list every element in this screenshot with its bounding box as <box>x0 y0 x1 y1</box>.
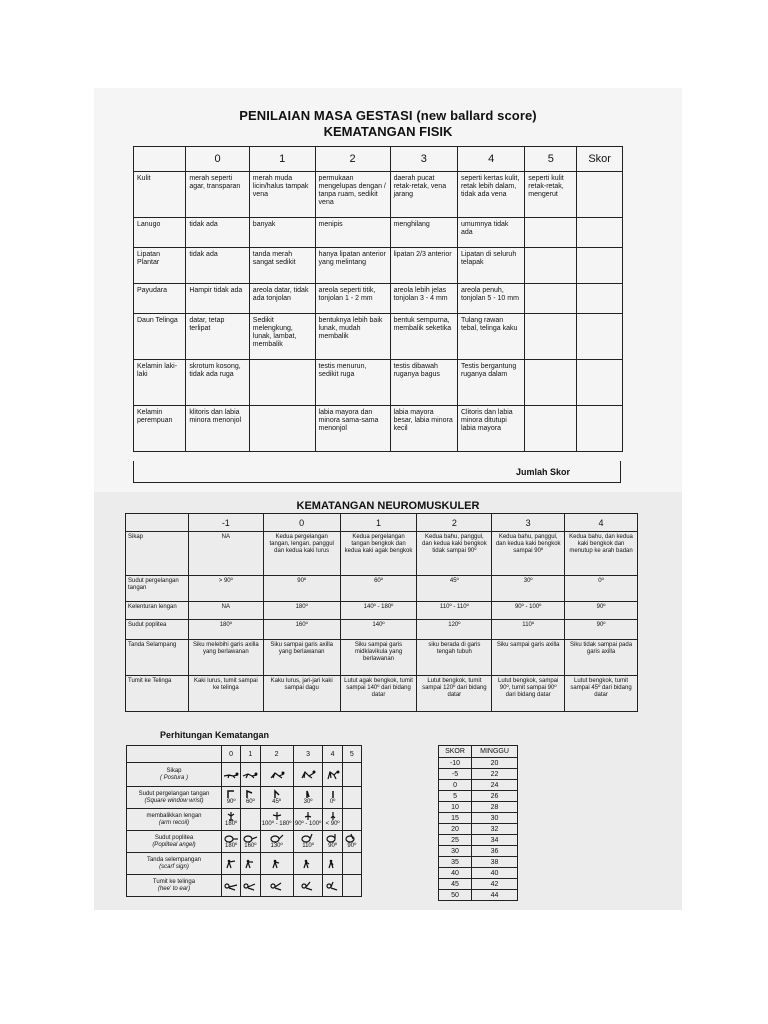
table-cell: 30º <box>492 576 565 602</box>
table-cell: Kedua pergelangan tangan bengkok dan kedua kaki agak bengkok <box>340 532 417 576</box>
table-cell <box>342 809 361 831</box>
score-cell: 0 <box>439 780 472 791</box>
table-cell <box>293 763 323 787</box>
row-label: Lipatan Plantar <box>134 248 186 284</box>
header-cell: 0 <box>222 746 241 763</box>
table-cell: 90º <box>342 831 361 853</box>
table-cell: testis dibawah ruganya bagus <box>390 360 457 406</box>
header-cell: 2 <box>315 147 390 172</box>
table-cell: Kedua bahu, panggul, dan kedua kaki bengkok sampai 90º <box>492 532 565 576</box>
row-label: Kelenturan lengan <box>126 602 189 620</box>
table-cell <box>323 875 342 897</box>
neuromuscular-table <box>125 513 638 712</box>
arm-recoil-icon <box>325 811 341 821</box>
table-cell: 90º <box>222 787 241 809</box>
table-row <box>126 576 638 602</box>
table-cell: Kedua bahu, panggul, dan kedua kaki bengkok tidak sampai 90º <box>417 532 492 576</box>
header-cell: 4 <box>457 147 524 172</box>
table-cell: banyak <box>249 218 315 248</box>
header-cell: 1 <box>249 147 315 172</box>
table-cell: 90º <box>323 831 342 853</box>
physical-maturity-table <box>133 146 623 452</box>
table-cell: bentuk sempurna, membalik seketika <box>390 314 457 360</box>
header-cell: 0 <box>263 514 340 532</box>
table-row <box>134 360 623 406</box>
table-cell: 180º <box>222 831 241 853</box>
table-cell <box>260 763 293 787</box>
table-cell <box>260 875 293 897</box>
table-row <box>439 758 518 769</box>
table-cell: 90º - 100º <box>492 602 565 620</box>
table-cell: 110º <box>492 620 565 640</box>
header-cell: 2 <box>260 746 293 763</box>
header-cell: SKOR <box>439 746 472 758</box>
table-row <box>127 809 362 831</box>
table-row <box>439 791 518 802</box>
table-header-row <box>127 746 362 763</box>
table-cell: lipatan 2/3 anterior <box>390 248 457 284</box>
table-cell: Lutut bengkok, tumit sampai 120º dari bidang datar <box>417 676 492 712</box>
table-cell: bentuknya lebih baik lunak, mudah membalik <box>315 314 390 360</box>
header-cell: 5 <box>525 147 577 172</box>
table-row <box>439 824 518 835</box>
popliteal-angle-icon <box>344 833 360 843</box>
table-row <box>439 890 518 901</box>
table-cell: merah seperti agar, transparan <box>186 172 249 218</box>
wrist-angle-icon <box>269 789 285 799</box>
header-cell: MINGGU <box>472 746 518 758</box>
scarf-sign-icon <box>325 859 341 869</box>
weeks-cell: 42 <box>472 879 518 890</box>
table-cell: Lipatan di seluruh telapak <box>457 248 524 284</box>
popliteal-angle-icon <box>325 833 341 843</box>
table-cell: tidak ada <box>186 248 249 284</box>
table-cell: 110º <box>293 831 323 853</box>
table-cell: menghilang <box>390 218 457 248</box>
physical-maturity-title: KEMATANGAN FISIK <box>323 124 453 139</box>
posture-figure-icon <box>325 770 341 780</box>
header-cell: 2 <box>417 514 492 532</box>
row-label-main: Tumit ke telinga <box>152 878 196 885</box>
table-cell <box>342 875 361 897</box>
score-cell: 25 <box>439 835 472 846</box>
row-label-main: membalikkan lengan <box>146 812 202 819</box>
table-cell: areola lebih jelas tonjolan 3 - 4 mm <box>390 284 457 314</box>
table-cell: 0º <box>565 576 638 602</box>
table-row <box>127 875 362 897</box>
table-cell: Kaku lurus, jari-jari kaki sampai dagu <box>263 676 340 712</box>
table-cell: 100º - 180º <box>260 809 293 831</box>
heel-to-ear-icon <box>223 881 239 891</box>
table-cell: testis menurun, sedikit ruga <box>315 360 390 406</box>
table-cell: 180º <box>222 809 241 831</box>
table-row <box>126 676 638 712</box>
table-cell: 30º <box>293 787 323 809</box>
table-cell: 140º <box>340 620 417 640</box>
table-cell <box>241 875 260 897</box>
table-cell: Sedikit melengkung, lunak, lambat, membalik <box>249 314 315 360</box>
wrist-angle-icon <box>300 789 316 799</box>
table-cell: labia mayora dan minora sama-sama menonjol <box>315 406 390 452</box>
table-cell <box>241 763 260 787</box>
table-cell: Lutut agak bengkok, tumit sampai 140º dari bidang datar <box>340 676 417 712</box>
row-label: Daun Telinga <box>134 314 186 360</box>
table-row <box>126 602 638 620</box>
wrist-angle-icon <box>242 789 258 799</box>
header-cell <box>127 746 222 763</box>
row-label-sub: ( Postura ) <box>159 774 188 781</box>
heel-to-ear-icon <box>300 881 316 891</box>
row-label <box>127 787 222 809</box>
score-cell: 10 <box>439 802 472 813</box>
table-cell: 0º <box>323 787 342 809</box>
row-label: Tanda Selampang <box>126 640 189 676</box>
table-row <box>134 314 623 360</box>
table-cell <box>323 853 342 875</box>
table-row <box>439 780 518 791</box>
scarf-sign-icon <box>223 859 239 869</box>
table-header-row <box>126 514 638 532</box>
header-cell <box>134 147 186 172</box>
table-row <box>127 831 362 853</box>
row-label-sub: (arm recoil) <box>158 819 190 826</box>
score-cell: -10 <box>439 758 472 769</box>
table-cell: tanda merah sangat sedikit <box>249 248 315 284</box>
weeks-cell: 40 <box>472 868 518 879</box>
score-cell: 40 <box>439 868 472 879</box>
score-cell: -5 <box>439 769 472 780</box>
table-cell <box>525 406 577 452</box>
row-label: Kelamin perempuan <box>134 406 186 452</box>
row-label-sub: (Square window wrist) <box>144 797 204 804</box>
header-cell: 3 <box>293 746 323 763</box>
table-cell <box>249 406 315 452</box>
score-cell: 30 <box>439 846 472 857</box>
table-cell: 60º <box>340 576 417 602</box>
row-label: Tumit ke Telinga <box>126 676 189 712</box>
table-cell: skrotum kosong, tidak ada ruga <box>186 360 249 406</box>
heel-to-ear-icon <box>269 881 285 891</box>
maturity-calculation-table <box>126 745 362 897</box>
row-label: Sikap <box>126 532 189 576</box>
row-label-sub: (Popliteal angel) <box>152 841 196 848</box>
wrist-angle-icon <box>223 789 239 799</box>
table-row <box>127 787 362 809</box>
table-cell <box>525 284 577 314</box>
table-cell: Hampir tidak ada <box>186 284 249 314</box>
scarf-sign-icon <box>300 859 316 869</box>
table-cell: tidak ada <box>186 218 249 248</box>
table-cell: Testis bergantung ruganya dalam <box>457 360 524 406</box>
arm-recoil-icon <box>300 811 316 821</box>
table-cell: 45º <box>417 576 492 602</box>
header-cell <box>126 514 189 532</box>
table-cell: klitoris dan labia minora menonjol <box>186 406 249 452</box>
table-cell: umumnya tidak ada <box>457 218 524 248</box>
score-cell[interactable] <box>577 314 623 360</box>
table-cell: 160º <box>241 831 260 853</box>
table-cell <box>323 763 342 787</box>
row-label-sub: (scarf sign) <box>159 863 189 870</box>
score-cell[interactable] <box>577 172 623 218</box>
table-cell: Lutut bengkok, tumit sampai 45º dari bidang datar <box>565 676 638 712</box>
header-cell: -1 <box>188 514 263 532</box>
table-cell <box>525 248 577 284</box>
table-cell: menipis <box>315 218 390 248</box>
table-row <box>439 769 518 780</box>
table-cell <box>241 853 260 875</box>
score-to-weeks-table <box>438 745 518 901</box>
table-cell: NA <box>188 602 263 620</box>
table-cell <box>293 875 323 897</box>
table-cell <box>249 360 315 406</box>
table-cell: > 90º <box>188 576 263 602</box>
row-label-main: Sudut poplitea <box>154 834 194 841</box>
table-cell: 180º <box>263 602 340 620</box>
table-cell: areola penuh, tonjolan 5 - 10 mm <box>457 284 524 314</box>
table-cell <box>525 218 577 248</box>
table-row <box>134 406 623 452</box>
score-cell[interactable] <box>577 248 623 284</box>
weeks-cell: 38 <box>472 857 518 868</box>
score-cell[interactable] <box>577 284 623 314</box>
table-cell: 90º <box>565 620 638 640</box>
table-cell: 60º <box>241 787 260 809</box>
neuromuscular-title: KEMATANGAN NEUROMUSKULER <box>296 500 480 512</box>
popliteal-angle-icon <box>223 833 239 843</box>
table-cell <box>241 809 260 831</box>
table-cell: 90º - 100º <box>293 809 323 831</box>
table-row <box>126 640 638 676</box>
table-cell: Siku sampai garis midklavikula yang berlawanan <box>340 640 417 676</box>
row-label <box>127 875 222 897</box>
arm-recoil-icon <box>223 811 239 821</box>
table-cell: 130º <box>260 831 293 853</box>
table-cell: 90º <box>263 576 340 602</box>
header-cell: 3 <box>390 147 457 172</box>
table-cell <box>293 853 323 875</box>
row-label-main: Tanda selempangan <box>146 856 202 863</box>
table-row <box>134 248 623 284</box>
table-header-row <box>134 147 623 172</box>
table-cell: hanya lipatan anterior yang melintang <box>315 248 390 284</box>
table-cell: Clitoris dan labia minora ditutupi labia mayora <box>457 406 524 452</box>
table-cell <box>222 875 241 897</box>
table-cell: 90º <box>565 602 638 620</box>
table-cell: Siku sampai garis axilla yang berlawanan <box>263 640 340 676</box>
table-cell: < 90º <box>323 809 342 831</box>
table-row <box>127 763 362 787</box>
weeks-cell: 34 <box>472 835 518 846</box>
row-label <box>127 853 222 875</box>
row-label <box>127 809 222 831</box>
row-label: Kelamin laki-laki <box>134 360 186 406</box>
table-cell: siku berada di garis tengah tubuh <box>417 640 492 676</box>
table-cell: Siku sampai garis axilla <box>492 640 565 676</box>
table-cell <box>342 763 361 787</box>
table-row <box>134 218 623 248</box>
score-cell: 20 <box>439 824 472 835</box>
row-label: Sudut pergelangan tangan <box>126 576 189 602</box>
popliteal-angle-icon <box>269 833 285 843</box>
table-cell: Siku melebihi garis axilla yang berlawanan <box>188 640 263 676</box>
heel-to-ear-icon <box>325 881 341 891</box>
maturity-calculation-title: Perhitungan Kematangan <box>160 730 270 740</box>
row-label: Payudara <box>134 284 186 314</box>
heel-to-ear-icon <box>242 881 258 891</box>
table-cell: seperti kertas kulit, retak lebih dalam, tidak ada vena <box>457 172 524 218</box>
table-cell: 120º <box>417 620 492 640</box>
weeks-cell: 24 <box>472 780 518 791</box>
table-cell: datar, tetap terlipat <box>186 314 249 360</box>
table-cell: 180º <box>188 620 263 640</box>
header-cell: Skor <box>577 147 623 172</box>
table-row <box>439 846 518 857</box>
weeks-cell: 22 <box>472 769 518 780</box>
table-cell: areola datar, tidak ada tonjolan <box>249 284 315 314</box>
posture-figure-icon <box>269 770 285 780</box>
table-row <box>439 835 518 846</box>
row-label-sub: (hee' to ear) <box>157 885 191 892</box>
weeks-cell: 44 <box>472 890 518 901</box>
table-cell: Kaki lurus, tumit sampai ke telinga <box>188 676 263 712</box>
popliteal-angle-icon <box>300 833 316 843</box>
table-cell: Lutut bengkok, sampai 90º, tumit sampai 90º dari bidang datar <box>492 676 565 712</box>
header-cell: 0 <box>186 147 249 172</box>
table-header-row <box>439 746 518 758</box>
table-cell: 45º <box>260 787 293 809</box>
row-label: Kulit <box>134 172 186 218</box>
table-cell <box>260 853 293 875</box>
table-cell: Siku tidak sampai pada garis axilla <box>565 640 638 676</box>
weeks-cell: 28 <box>472 802 518 813</box>
table-row <box>134 284 623 314</box>
table-row <box>439 813 518 824</box>
table-cell: NA <box>188 532 263 576</box>
table-cell <box>222 853 241 875</box>
score-cell[interactable] <box>577 406 623 452</box>
weeks-cell: 36 <box>472 846 518 857</box>
row-label-main: Sikap <box>166 767 182 774</box>
table-row <box>126 620 638 640</box>
scarf-sign-icon <box>269 859 285 869</box>
header-cell: 1 <box>340 514 417 532</box>
score-cell: 15 <box>439 813 472 824</box>
table-row <box>439 879 518 890</box>
header-cell: 1 <box>241 746 260 763</box>
table-cell: 160º <box>263 620 340 640</box>
posture-figure-icon <box>223 770 239 780</box>
table-cell: Kedua pergelangan tangan, lengan, panggul dan kedua kaki lurus <box>263 532 340 576</box>
total-score-label: Jumlah Skor <box>133 461 621 483</box>
posture-figure-icon <box>242 770 258 780</box>
header-cell: 4 <box>565 514 638 532</box>
table-row <box>439 802 518 813</box>
header-cell: 3 <box>492 514 565 532</box>
table-cell <box>342 853 361 875</box>
table-cell <box>525 360 577 406</box>
weeks-cell: 30 <box>472 813 518 824</box>
table-cell <box>222 763 241 787</box>
score-cell[interactable] <box>577 218 623 248</box>
table-cell: Kedua bahu, dan kedua kaki bengkok dan menutup ke arah badan <box>565 532 638 576</box>
weeks-cell: 20 <box>472 758 518 769</box>
posture-figure-icon <box>300 770 316 780</box>
table-cell: seperti kulit retak-retak, mengerut <box>525 172 577 218</box>
table-cell: 110º - 110º <box>417 602 492 620</box>
score-cell: 35 <box>439 857 472 868</box>
table-cell <box>525 314 577 360</box>
weeks-cell: 32 <box>472 824 518 835</box>
scarf-sign-icon <box>242 859 258 869</box>
row-label: Lanugo <box>134 218 186 248</box>
table-cell: areola seperti titik, tonjolan 1 - 2 mm <box>315 284 390 314</box>
arm-recoil-icon <box>269 811 285 821</box>
score-cell: 5 <box>439 791 472 802</box>
table-cell: 140º - 180º <box>340 602 417 620</box>
table-row <box>439 868 518 879</box>
header-cell: 5 <box>342 746 361 763</box>
weeks-cell: 26 <box>472 791 518 802</box>
table-cell: permukaan mengelupas dengan / tanpa ruam, sedikit vena <box>315 172 390 218</box>
table-row <box>134 172 623 218</box>
row-label <box>127 763 222 787</box>
table-cell: labia mayora besar, labia minora kecil <box>390 406 457 452</box>
row-label-main: Sudut pergelangan tangan <box>138 790 210 797</box>
table-cell <box>342 787 361 809</box>
table-row <box>127 853 362 875</box>
score-cell: 45 <box>439 879 472 890</box>
score-cell[interactable] <box>577 360 623 406</box>
score-cell: 50 <box>439 890 472 901</box>
header-cell: 4 <box>323 746 342 763</box>
table-row <box>439 857 518 868</box>
row-label <box>127 831 222 853</box>
document-title: PENILAIAN MASA GESTASI (new ballard score) <box>239 108 537 123</box>
table-cell: daerah pucat retak-retak, vena jarang <box>390 172 457 218</box>
table-row <box>126 532 638 576</box>
wrist-angle-icon <box>325 789 341 799</box>
popliteal-angle-icon <box>242 833 258 843</box>
row-label: Sudut poplitea <box>126 620 189 640</box>
table-cell: Tulang rawan tebal, telinga kaku <box>457 314 524 360</box>
table-cell: merah muda licin/halus tampak vena <box>249 172 315 218</box>
